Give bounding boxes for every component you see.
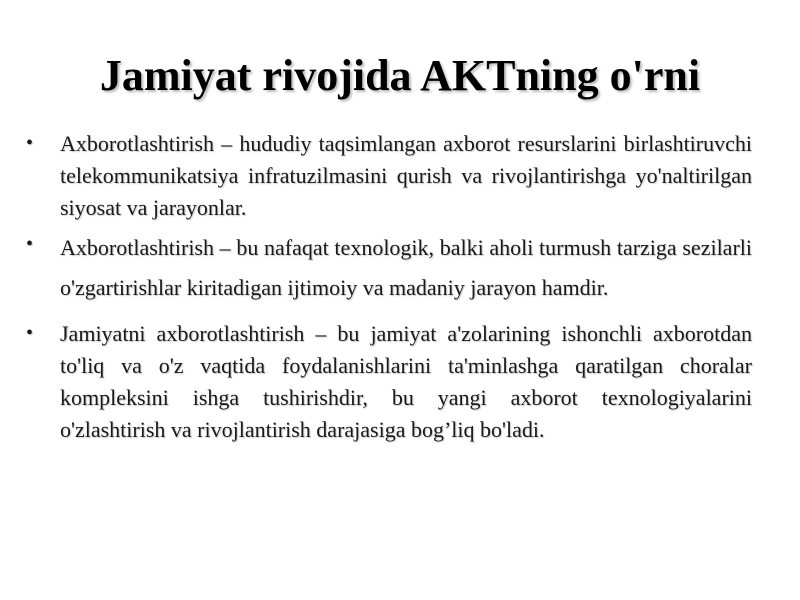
bullet-item — [26, 128, 752, 224]
bullet-icon: • — [26, 233, 34, 255]
bullet-icon: • — [26, 322, 34, 344]
bullet-icon: • — [26, 132, 34, 154]
bullet-item — [26, 228, 752, 308]
bullet-text: Axborotlashtirish – hududiy taqsimlangan axborot resurslarini birlashtiruvchi telekommunikatsiya infratuzilmasini qurish va rivojlantirishga yo'naltirilgan siyosat va jarayonlar. — [60, 131, 752, 220]
bullet-list — [26, 128, 752, 446]
bullet-text: Jamiyatni axborotlashtirish – bu jamiyat a'zolarining ishonchli axborotdan to'liq va o'z vaqtida foydalanishlarini ta'minlashga qaratilgan choralar kompleksini ishga tushirishdir, bu yangi axborot texnologiyalarini o'zlashtirish va rivojlantirish darajasiga bog’liq bo'ladi. — [60, 321, 752, 442]
bullet-item — [26, 318, 752, 446]
slide-title: Jamiyat rivojida AKTning o'rni — [99, 51, 701, 100]
bullet-text: Axborotlashtirish – bu nafaqat texnologik, balki aholi turmush tarziga sezilarli o'zgartirishlar kiritadigan ijtimoiy va madaniy jarayon hamdir. — [60, 235, 752, 300]
